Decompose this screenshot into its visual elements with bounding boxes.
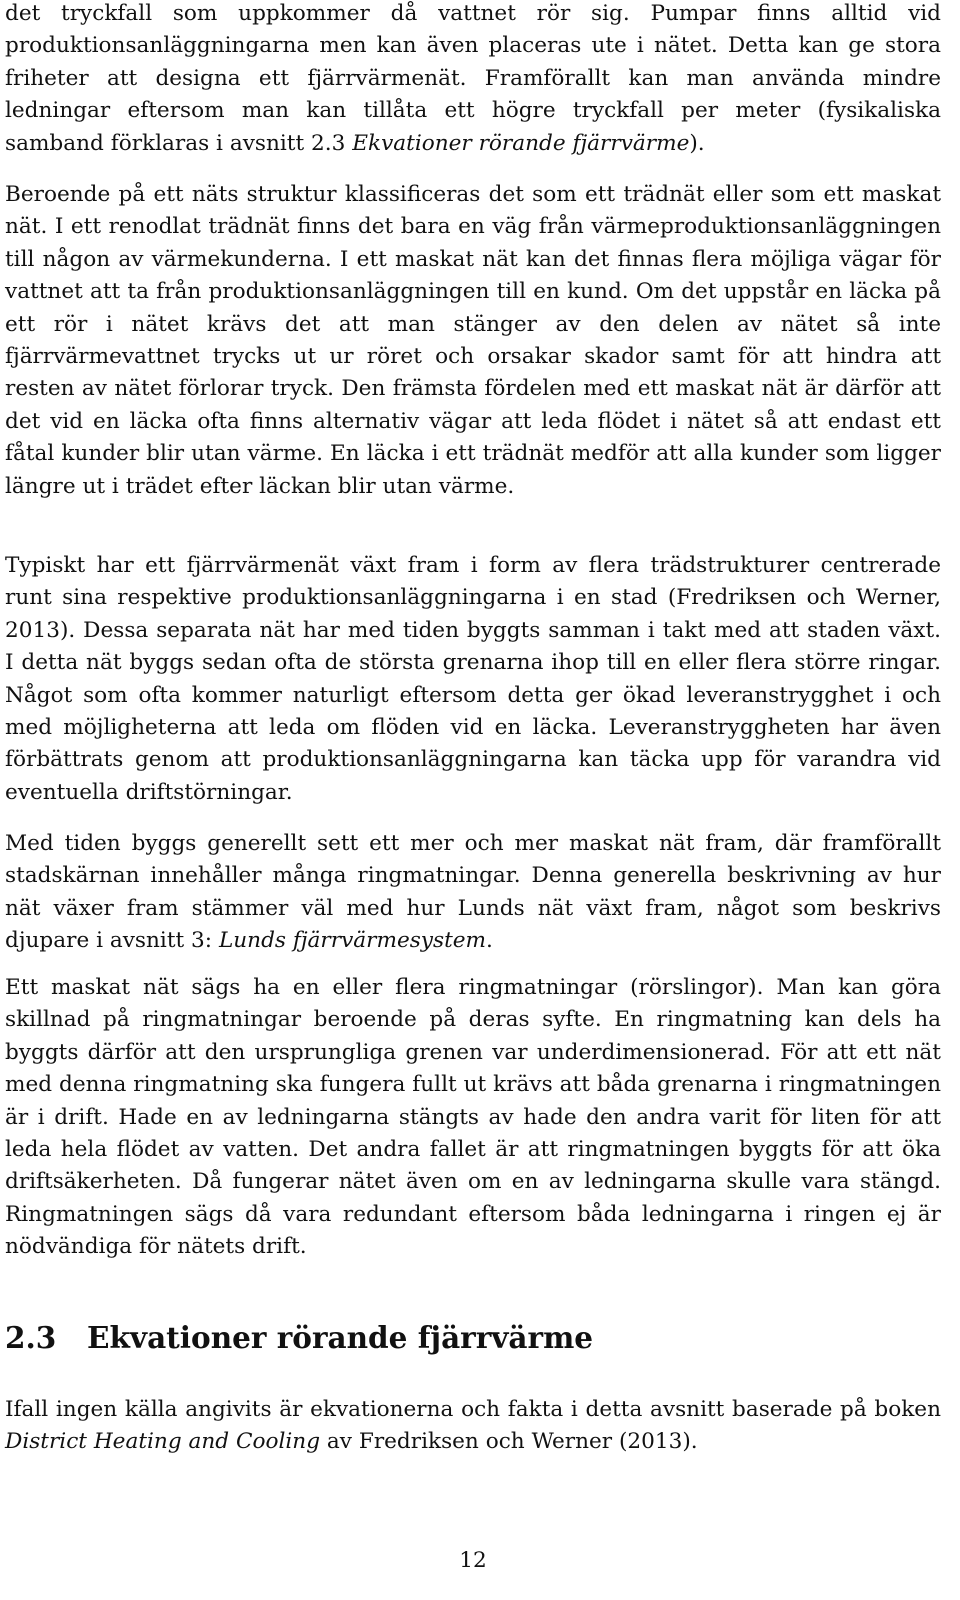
paragraph-text: Med tiden byggs generellt sett ett mer och mer maskat nät fram, där framförallt stadskärnan innehåller många ringmatningar. Denna generella beskrivning av hur nät växer fram stämmer väl med hur Lunds nät växt fram, något som beskrivs djupare i avsnitt 3:: [5, 831, 941, 954]
paragraph-text: av Fredriksen och Werner (2013).: [320, 1429, 698, 1455]
section-heading: [5, 1318, 941, 1358]
paragraph-ring-mains: Ett maskat nät sägs ha en eller flera ringmatningar (rörslingor). Man kan göra skillnad på ringmatningar beroende på deras syfte. En ringmatning kan dels ha byggts därför att den ursprungliga grenen var underdimensionerad. För att ett nät med denna ringmatning ska fungera fullt ut krävs att båda grenarna i ringmatningen är i drift. Hade en av ledningarna stängts av hade den andra varit för liten för att leda hela flödet av vatten. Det andra fallet är att ringmatningen byggts för att öka driftsäkerheten. Då fungerar nätet även om en av ledningarna skulle vara stängd. Ringmatningen sägs då vara redundant eftersom båda ledningarna i ringen ej är nödvändiga för nätets drift.: [5, 975, 941, 1260]
paragraph-source-note: [5, 1394, 941, 1459]
section-reference: Lunds fjärrvärmesystem: [218, 928, 487, 954]
paragraph-pumps: [5, 0, 941, 160]
section-number: 2.3: [5, 1320, 57, 1355]
paragraph-network-structure: Beroende på ett näts struktur klassificeras det som ett trädnät eller som ett maskat nät. I ett renodlat trädnät finns det bara en väg från värmeproduktionsanläggningen till någon av värmekunderna. I ett maskat nät kan det finnas flera möjliga vägar för vattnet att ta från produktionsanläggningen till en kund. Om det uppstår en läcka på ett rör i nätet krävs det att man stänger av den delen av nätet så inte fjärrvärmevattnet trycks ut ur röret och orsakar skador samt för att hindra att resten av nätet förlorar tryck. Den främsta fördelen med ett maskat nät är därför att det vid en läcka ofta finns alternativ vägar att leda flödet i nätet så att endast ett fåtal kunder blir utan värme. En läcka i ett trädnät medför att alla kunder som ligger längre ut i trädet efter läckan blir utan värme.: [5, 182, 941, 499]
paragraph-meshed-network: [5, 828, 941, 958]
paragraph-text: ).: [689, 130, 705, 156]
page-number: 12: [459, 1548, 487, 1573]
book-title: District Heating and Cooling: [5, 1429, 321, 1455]
section-reference: Ekvationer rörande fjärrvärme: [352, 130, 690, 156]
paragraph-text: det tryckfall som uppkommer då vattnet rör sig. Pumpar finns alltid vid produktionsanläggningarna men kan även placeras ute i nätet. Detta kan ge stora friheter att designa ett fjärrvärmenät. Framförallt kan man använda mindre ledningar eftersom man kan tillåta ett högre tryckfall per meter (fysikaliska samband förklaras i avsnitt 2.3: [5, 1, 941, 156]
paragraph-text: Ifall ingen källa angivits är ekvationerna och fakta i detta avsnitt baserade på boken: [5, 1397, 941, 1422]
paragraph-text: .: [486, 928, 493, 954]
paragraph-network-growth: Typiskt har ett fjärrvärmenät växt fram i form av flera trädstrukturer centrerade runt sina respektive produktionsanläggningarna i en stad (Fredriksen och Werner, 2013). Dessa separata nät har med tiden byggts samman i takt med att staden växt. I detta nät byggs sedan ofta de största grenarna ihop till en eller flera större ringar. Något som ofta kommer naturligt eftersom detta ger ökad leveranstrygghet i och med möjligheterna att leda om flöden vid en läcka. Leveranstryggheten har även förbättrats genom att produktionsanläggningarna kan täcka upp för varandra vid eventuella driftstörningar.: [5, 553, 941, 805]
section-title: Ekvationer rörande fjärrvärme: [87, 1320, 594, 1355]
